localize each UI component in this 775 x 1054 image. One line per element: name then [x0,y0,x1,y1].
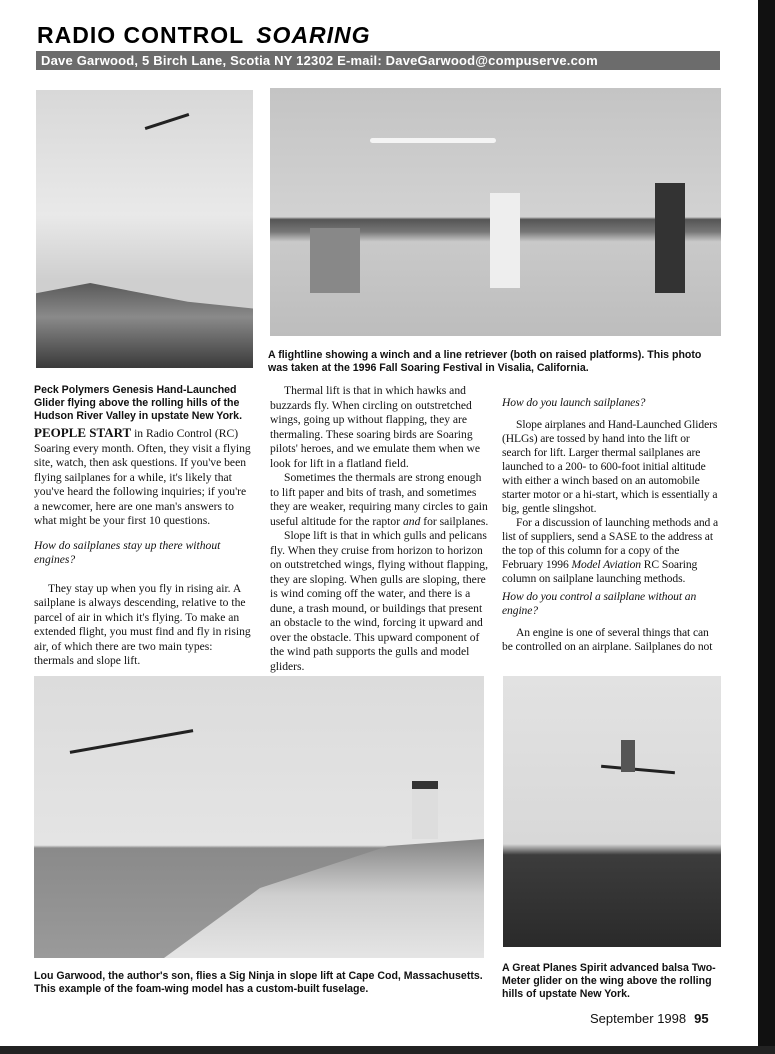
contact-text: Dave Garwood, 5 Birch Lane, Scotia NY 12302 E-mail: DaveGarwood@compuserve.com [41,53,598,68]
sand-dune [164,818,484,958]
article-column-2 [270,384,489,674]
photo-sig-ninja [34,676,484,958]
question-heading: How do you control a sailplane without an engine? [502,590,697,617]
title-main: RADIO CONTROL [37,22,245,48]
page-margin [0,0,10,1054]
person-figure [655,183,685,293]
text: RC Soaring column on sailplane launching methods. [502,558,698,585]
text: for sailplanes. [420,514,489,528]
pilot-figure [412,781,438,839]
paragraph: Slope lift is that in which gulls and pelicans fly. When they cruise from horizon to horizon on outstretched wings, flying without flapping, they are sloping. When gulls are sloping, there is wind coming off the water, and there is a dune, a trash mound, or buildings that present an obstacle to the wind, forcing it upward and over the obstacle. This upward component of the wind path supports the gulls and model gliders. [270,529,488,673]
paragraph: Slope airplanes and Hand-Launched Gliders (HLGs) are tossed by hand into the lift or search for lift. Larger thermal sailplanes are launched to a 200- to 600-foot initial altitude with either a winch based on an automobile starter motor or a hi-start, which is essentially a big, gentle slingshot. [502,418,718,515]
title-italic: SOARING [256,22,371,48]
question-heading: How do sailplanes stay up there without engines? [34,538,221,566]
caption-ninja: Lou Garwood, the author's son, flies a Sig Ninja in slope lift at Cape Cod, Massachusetts. This example of the foam-wing model has a custom-built fuselage. [34,970,483,995]
text: Sometimes the thermals are strong enough to lift paper and bits of trash, and sometimes they are weaker, requiring many circles to gain useful altitude for the raptor [270,471,488,528]
emphasis: Model Aviation [571,558,641,571]
sailplane-shape [370,138,496,143]
hills [36,283,253,368]
caption-genesis: Peck Polymers Genesis Hand-Launched Glider flying above the rolling hills of the Hudson River Valley in upstate New York. [34,384,243,422]
paragraph [270,471,489,529]
column-title [37,22,371,49]
text: For a discussion of launching methods and a list of suppliers, send a SASE to the address at the top of this column for a copy of the February 1996 [502,516,719,571]
caption-spirit: A Great Planes Spirit advanced balsa Two-Meter glider on the wing above the rolling hills of upstate New York. [502,962,716,1000]
page-footer [590,1011,709,1026]
winch-platform [310,228,360,293]
photo-genesis-glider [36,90,253,368]
paragraph: They stay up when you fly in rising air. A sailplane is always descending, relative to the parcel of air in which it's flying. To make an extended flight, you must find and fly in rising air, of which there are two main types: thermals and slope lift. [34,581,251,667]
glider-shape [601,765,675,774]
scan-edge [0,1046,775,1054]
lead-in: PEOPLE START [34,425,132,440]
photo-flightline [270,88,721,336]
page-number: 95 [694,1011,709,1026]
scan-edge [758,0,775,1054]
article-column-3 [502,392,721,654]
glider-shape [145,113,190,130]
pilot-figure [490,193,520,288]
glider-shape [70,729,194,754]
contact-bar [36,51,720,70]
paragraph [502,516,721,586]
photo-great-planes-spirit [503,676,721,947]
glider-wing [621,740,635,772]
intro-text: in Radio Control (RC) Soaring every month. Often, they visit a flying site, watch, then ask questions. If you've been flying sailplanes for a while, it's likely that you've heard the following inquiries; if you're a newcomer, here are one man's answers to what might be your first 10 questions. [34,427,251,527]
question-heading: How do you launch sailplanes? [502,396,646,409]
caption-flightline: A flightline showing a winch and a line retriever (both on raised platforms). This photo was taken at the 1996 Fall Soaring Festival in Visalia, California. [268,349,702,374]
article-column-1 [34,426,253,669]
paragraph: An engine is one of several things that can be controlled on an airplane. Sailplanes do not [502,626,713,653]
paragraph: Thermal lift is that in which hawks and buzzards fly. When circling on outstretched wings, going up without flapping, they are thermaling. These soaring birds are Soaring pilots' heroes, and we emulate them when we look for lift in a flatland field. [270,384,481,470]
emphasis: and [402,514,421,528]
issue-date: September 1998 [590,1011,687,1026]
